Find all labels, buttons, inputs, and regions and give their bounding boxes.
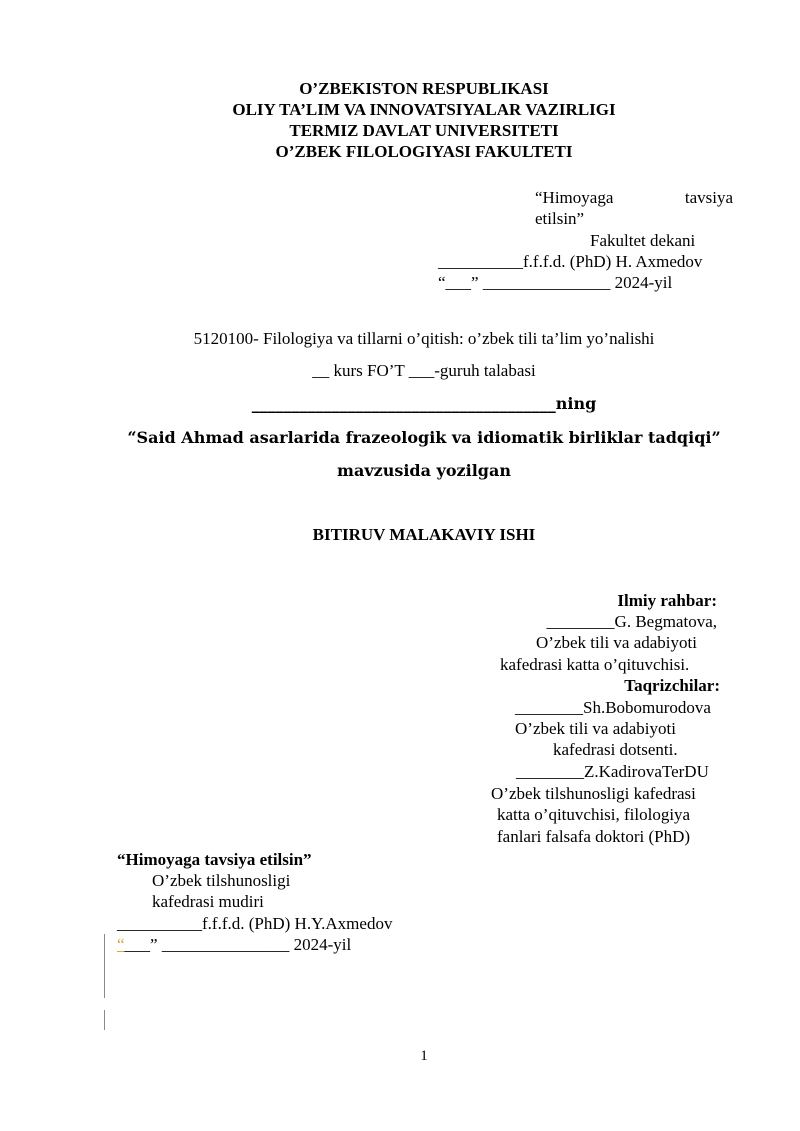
reviewer1-dept: O’zbek tili va adabiyoti [515,719,676,738]
approval-top-line1 [535,187,733,208]
reviewer2-name: ________Z.KadirovaTerDU [516,762,709,781]
approval-bottom-role: kafedrasi mudiri [152,892,264,911]
supervisor-dept: O’zbek tili va adabiyoti [536,633,697,652]
approval-bottom-date-quote: “ [117,935,125,954]
thesis-topic-suffix: mavzusida yozilgan [337,461,511,480]
approval-top-date: “___” _______________ 2024-yil [438,273,673,292]
student-direction: 5120100- Filologiya va tillarni o’qitish: o’zbek tili ta’lim yo’nalishi [193,329,655,348]
approval-top-role: Fakultet dekani [590,231,696,250]
supervisor-heading: Ilmiy rahbar: [617,591,717,610]
reviewer2-position: katta o’qituvchisi, filologiya [497,805,691,824]
reviewers-heading: Taqrizchilar: [624,676,720,695]
change-bar [104,934,105,998]
reviewer1-name: ________Sh.Bobomurodova [515,698,711,717]
header-republic: O’ZBEKISTON RESPUBLIKASI [299,79,549,98]
approval-bottom-signature: __________f.f.f.d. (PhD) H.Y.Axmedov [117,914,393,933]
page-number: 1 [420,1048,428,1064]
approval-bottom-dept: O’zbek tilshunosligi [152,871,291,890]
approval-top-signature: __________f.f.f.d. (PhD) H. Axmedov [438,252,703,271]
approval-top-word1: “Himoyaga [535,188,614,207]
approval-bottom-heading: “Himoyaga tavsiya etilsin” [117,850,312,869]
header-ministry: OLIY TA’LIM VA INNOVATSIYALAR VAZIRLIGI [232,100,616,119]
approval-top-word2: tavsiya [684,188,733,207]
approval-bottom-date-rest: ___” _______________ 2024-yil [124,935,352,954]
student-group: __ kurs FO’T ___-guruh talabasi [312,361,536,380]
supervisor-name: ________G. Begmatova, [546,612,717,631]
approval-top-line2: etilsin” [535,209,585,228]
header-university: TERMIZ DAVLAT UNIVERSITETI [289,121,559,140]
work-type-title: BITIRUV MALAKAVIY ISHI [312,525,536,544]
header-faculty: O’ZBEK FILOLOGIYASI FAKULTETI [275,142,573,161]
supervisor-position: kafedrasi katta o’qituvchisi. [500,655,690,674]
change-bar [104,1010,105,1030]
reviewer2-degree: fanlari falsafa doktori (PhD) [497,827,691,846]
student-name-line: ______________________________________ning [251,394,597,413]
approval-bottom-date [117,934,351,955]
reviewer2-dept: O’zbek tilshunosligi kafedrasi [491,784,696,803]
thesis-topic: “Said Ahmad asarlarida frazeologik va idiomatik birliklar tadqiqi” [127,428,721,447]
reviewer1-position: kafedrasi dotsenti. [553,740,678,759]
